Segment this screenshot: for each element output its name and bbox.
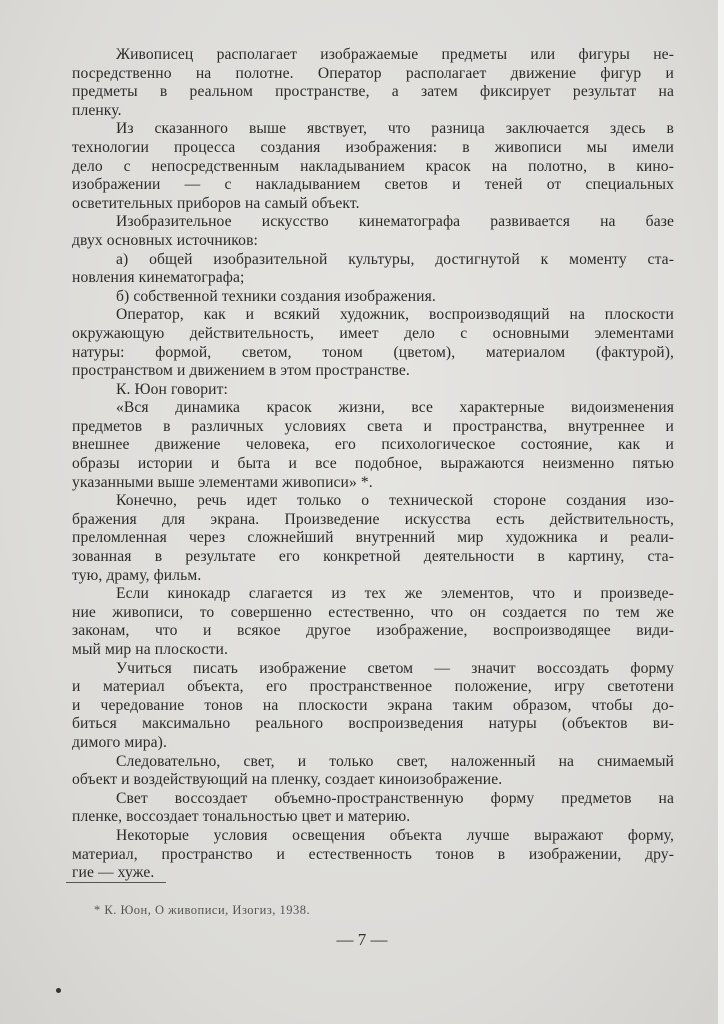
text-line: дело с непосредственным накладыванием красок на полотно, в кино- (72, 157, 674, 175)
text-line: б) собственной техники создания изображения. (116, 287, 436, 305)
text-line: осветительных приборов на самый объект. (72, 194, 360, 212)
text-line: и материал объекта, его пространственное положение, игру светотени (72, 678, 674, 696)
text-line: двух основных источников: (72, 231, 258, 249)
paragraph (72, 492, 674, 585)
text-line: а) общей изобразительной культуры, достигнутой к моменту ста- (116, 250, 674, 268)
paragraph (72, 46, 674, 120)
paragraph (72, 660, 674, 753)
text-line: окружающую действительность, имеет дело с основными элементами (72, 324, 674, 342)
text-line: Живописец располагает изображаемые предметы или фигуры не- (116, 46, 674, 63)
body-text (72, 46, 674, 883)
text-line: образы истории и быта и все подобное, выражаются неизменно пятью (72, 455, 674, 473)
paragraph (72, 399, 674, 492)
paragraph (72, 827, 674, 883)
text-line: натуры: формой, светом, тоном (цветом), материалом (фактурой), (72, 343, 674, 361)
text-line: материал, пространство и естественность тонов в изображении, дру- (72, 845, 674, 863)
text-line: технологии процесса создания изображения: в живописи мы имели (72, 138, 674, 156)
text-line: Конечно, речь идет только о технической стороне создания изо- (116, 492, 674, 510)
text-line: законам, что и всякое другое изображение, воспроизводящее види- (72, 622, 674, 640)
ink-speck (56, 988, 61, 993)
paragraph (72, 753, 674, 790)
text-line: Из сказанного выше явствует, что разница заключается здесь в (116, 120, 674, 138)
text-line: тую, драму, фильм. (72, 566, 202, 584)
paragraph (72, 585, 674, 659)
footnote-divider (66, 882, 166, 883)
text-line: ние живописи, то совершенно естественно, что он создается по тем же (72, 603, 674, 621)
paragraph (72, 288, 674, 307)
text-line: указанными выше элементами живописи» *. (72, 473, 373, 491)
paragraph (72, 790, 674, 827)
paragraph (72, 120, 674, 213)
text-line: пленке, воссоздает тональностью цвет и материю. (72, 808, 411, 826)
text-line: объект и воздействующий на пленку, создает киноизображение. (72, 771, 503, 789)
text-line: К. Юон говорит: (116, 380, 228, 398)
text-line: зованная в результате его конкретной деятельности в картину, ста- (72, 548, 674, 566)
text-line: новления кинематографа; (72, 269, 245, 287)
page-number: — 7 — (336, 930, 388, 949)
text-line: димого мира). (72, 733, 167, 751)
text-line: «Вся динамика красок жизни, все характерные видоизменения (116, 399, 674, 417)
text-line: Учиться писать изображение светом — значит воссоздать форму (116, 659, 674, 677)
paragraph (72, 306, 674, 380)
text-line: изображении — с накладыванием светов и теней от специальных (72, 176, 674, 194)
text-line: внешнее движение человека, его психологическое состояние, как и (72, 436, 674, 454)
text-line: гие — хуже. (72, 864, 155, 882)
text-line: преломленная через сложнейший внутренний мир художника и реали- (72, 529, 674, 547)
text-line: посредственно на полотне. Оператор располагает движение фигур и (72, 64, 674, 82)
text-line: предметов в различных условиях света и пространства, внутреннее и (72, 417, 674, 435)
text-line: пленку. (72, 101, 122, 119)
text-line: и чередование тонов на плоскости экрана таким образом, чтобы до- (72, 696, 674, 714)
text-line: Свет воссоздает объемно-пространственную форму предметов на (116, 789, 674, 807)
footnote: * К. Юон, О живописи, Изогиз, 1938. (94, 903, 311, 917)
text-line: Следовательно, свет, и только свет, наложенный на снимаемый (116, 752, 674, 770)
paragraph (72, 381, 674, 400)
text-line: пространством и движением в этом пространстве. (72, 362, 410, 380)
text-line: Оператор, как и всякий художник, воспроизводящий на плоскости (116, 306, 674, 324)
page-edge (718, 0, 724, 1024)
paragraph (72, 213, 674, 250)
text-line: Изобразительное искусство кинематографа развивается на базе (116, 213, 674, 231)
text-line: мый мир на плоскости. (72, 641, 228, 658)
text-line: бражения для экрана. Произведение искусства есть действительность, (72, 510, 674, 528)
text-line: предметы в реальном пространстве, а затем фиксирует результат на (72, 83, 674, 101)
text-line: биться максимально реального воспроизведения натуры (объектов ви- (72, 715, 674, 733)
text-line: Если кинокадр слагается из тех же элементов, что и произведе- (116, 585, 674, 603)
text-line: Некоторые условия освещения объекта лучше выражают форму, (116, 826, 674, 844)
paragraph (72, 251, 674, 288)
